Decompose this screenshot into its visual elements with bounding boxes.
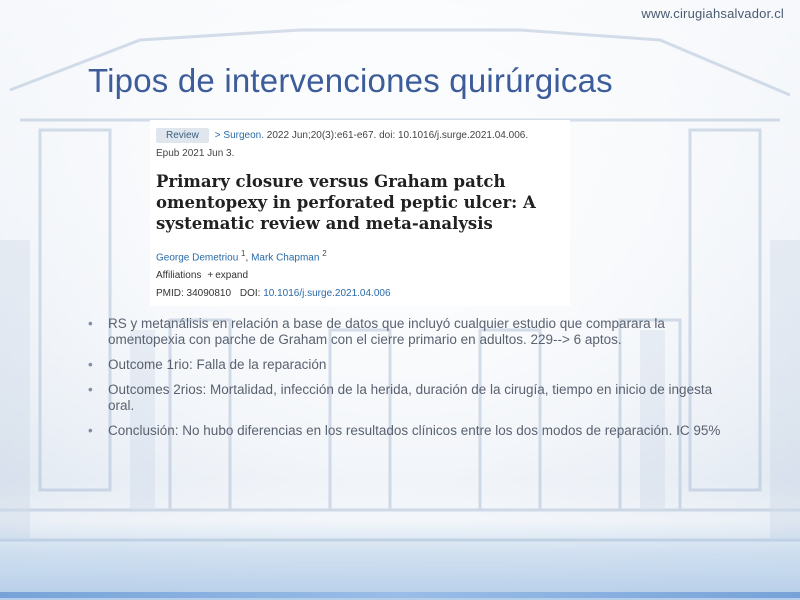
bullet-text: Conclusión: No hubo diferencias en los resultados clínicos entre los dos modos de reparación. IC 95% bbox=[108, 423, 721, 438]
bullet-text: Outcomes 2rios: Mortalidad, infección de la herida, duración de la cirugía, tiempo en inicio de ingesta oral. bbox=[108, 382, 713, 413]
plus-icon[interactable]: + bbox=[207, 270, 214, 281]
epub-date: Epub 2021 Jun 3. bbox=[156, 148, 235, 159]
article-citation-line bbox=[156, 128, 528, 143]
bullet-item bbox=[88, 357, 728, 373]
article-screenshot bbox=[150, 120, 570, 306]
bottom-divider bbox=[0, 592, 800, 598]
journal-link[interactable]: Surgeon. bbox=[223, 130, 265, 141]
doi-link[interactable]: 10.1016/j.surge.2021.04.006 bbox=[263, 288, 391, 299]
bullet-text: RS y metanálisis en relación a base de datos que incluyó cualquier estudio que comparara la omentopexia con parche de Graham con el cierre primario en adultos. 229--> 6 aptos. bbox=[108, 316, 665, 347]
chevron-right-icon: > bbox=[214, 130, 224, 141]
pmid-label: PMID: 34090810 bbox=[156, 288, 232, 299]
affiliations-label: Affiliations bbox=[156, 270, 202, 281]
doi-label: DOI: bbox=[239, 288, 261, 299]
author-link[interactable]: Mark Chapman bbox=[251, 252, 320, 264]
bullet-list bbox=[88, 316, 728, 448]
bottom-decoration bbox=[0, 520, 800, 600]
affiliations-row bbox=[156, 270, 248, 281]
author-link[interactable]: George Demetriou bbox=[156, 252, 239, 264]
bullet-item bbox=[88, 423, 728, 439]
author-superscript: 1 bbox=[241, 249, 246, 258]
bullet-icon: • bbox=[88, 316, 93, 331]
pmid-row bbox=[156, 288, 391, 299]
author-list: George Demetriou $^1$, Mark Chapman $^2$ bbox=[156, 249, 327, 264]
expand-button[interactable]: expand bbox=[215, 270, 249, 281]
article-title: Primary closure versus Graham patch omentopexy in perforated peptic ulcer: A systematic review and meta-analysis bbox=[156, 172, 536, 233]
bullet-item bbox=[88, 316, 728, 348]
review-badge: Review bbox=[156, 128, 209, 143]
citation-text: 2022 Jun;20(3):e61-e67. doi: 10.1016/j.surge.2021.04.006. bbox=[264, 130, 529, 141]
bullet-text: Outcome 1rio: Falla de la reparación bbox=[108, 357, 327, 372]
website-url: www.cirugiahsalvador.cl bbox=[641, 6, 784, 21]
slide-title: Tipos de intervenciones quirúrgicas bbox=[88, 62, 613, 99]
bullet-icon: • bbox=[88, 382, 93, 397]
author-superscript: 2 bbox=[322, 249, 327, 258]
bullet-item bbox=[88, 382, 728, 414]
bullet-icon: • bbox=[88, 357, 93, 372]
bullet-icon: • bbox=[88, 423, 93, 438]
